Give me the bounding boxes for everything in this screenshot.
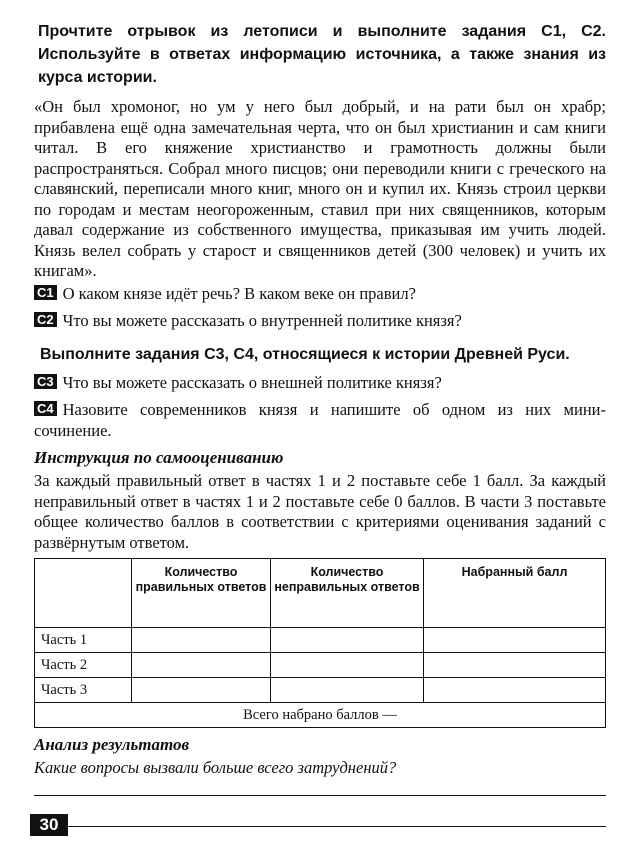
answer-cell[interactable] <box>424 628 606 653</box>
task-text: Назовите современников князя и напишите об одном из них мини-сочинение. <box>34 400 606 440</box>
total-label: Всего набрано баллов — <box>35 703 606 728</box>
footer-rule <box>68 826 606 827</box>
task-c3 <box>34 373 606 394</box>
row-label: Часть 1 <box>35 628 132 653</box>
answer-cell[interactable] <box>132 653 271 678</box>
task-text: О каком князе идёт речь? В каком веке он правил? <box>62 284 416 303</box>
table-row <box>35 678 606 703</box>
section-heading: Выполните задания С3, С4, относящиеся к истории Древней Руси. <box>40 346 570 363</box>
answer-line <box>34 795 606 796</box>
chronicle-quote: «Он был хромоног, но ум у него был добрый, и на рати был он храбр; прибавлена ещё одна замечательная черта, что он был христианин и сам книги читал. В его княжение христианство и грамотность должны были распространяться. Собрал много писцов; они переводили книги с греческого на славянский, переписали много книг, много он и купил их. Князь строил церкви по городам и местам неогороженным, ставил при них священников, которым давал содержание из собственного имущества, приказывая им учить людей. Князь велел собрать у старост и священников детей (300 человек) и учить их книгам». <box>34 97 606 280</box>
table-header-cell: Набранный балл <box>424 559 606 628</box>
self-assessment-title: Инструкция по самооцениванию <box>34 448 284 467</box>
row-label: Часть 3 <box>35 678 132 703</box>
task-c2 <box>34 311 606 332</box>
table-row <box>35 628 606 653</box>
table-header-row <box>35 559 606 628</box>
answer-cell[interactable] <box>132 628 271 653</box>
task-badge: С4 <box>34 401 57 416</box>
answer-cell[interactable] <box>271 653 424 678</box>
self-assessment-text: За каждый правильный ответ в частях 1 и 2 поставьте себе 1 балл. За каждый неправильный ответ в частях 1 и 2 поставьте себе 0 баллов. В части 3 поставьте общее количество баллов в соответствии с критериями оценивания заданий с развёрнутым ответом. <box>34 471 606 552</box>
task-c4 <box>34 400 606 441</box>
analysis-title: Анализ результатов <box>34 735 190 754</box>
table-row <box>35 653 606 678</box>
page-number: 30 <box>30 814 68 836</box>
task-badge: С3 <box>34 374 57 389</box>
task-badge: С1 <box>34 285 57 300</box>
answer-cell[interactable] <box>424 678 606 703</box>
table-header-cell <box>35 559 132 628</box>
answer-cell[interactable] <box>424 653 606 678</box>
answer-cell[interactable] <box>132 678 271 703</box>
answer-cell[interactable] <box>271 678 424 703</box>
task-instruction-heading: Прочтите отрывок из летописи и выполните задания С1, С2. Используйте в ответах информацию источника, а также знания из курса истории. <box>38 23 606 86</box>
table-total-row <box>35 703 606 728</box>
score-table <box>34 558 606 728</box>
task-text: Что вы можете рассказать о внутренней политике князя? <box>62 311 462 330</box>
table-header-cell: Количество правильных ответов <box>132 559 271 628</box>
analysis-question: Какие вопросы вызвали больше всего затруднений? <box>34 758 397 777</box>
task-c1 <box>34 284 606 305</box>
table-header-cell: Количество неправильных ответов <box>271 559 424 628</box>
row-label: Часть 2 <box>35 653 132 678</box>
task-badge: С2 <box>34 312 57 327</box>
task-text: Что вы можете рассказать о внешней политике князя? <box>62 373 442 392</box>
answer-cell[interactable] <box>271 628 424 653</box>
